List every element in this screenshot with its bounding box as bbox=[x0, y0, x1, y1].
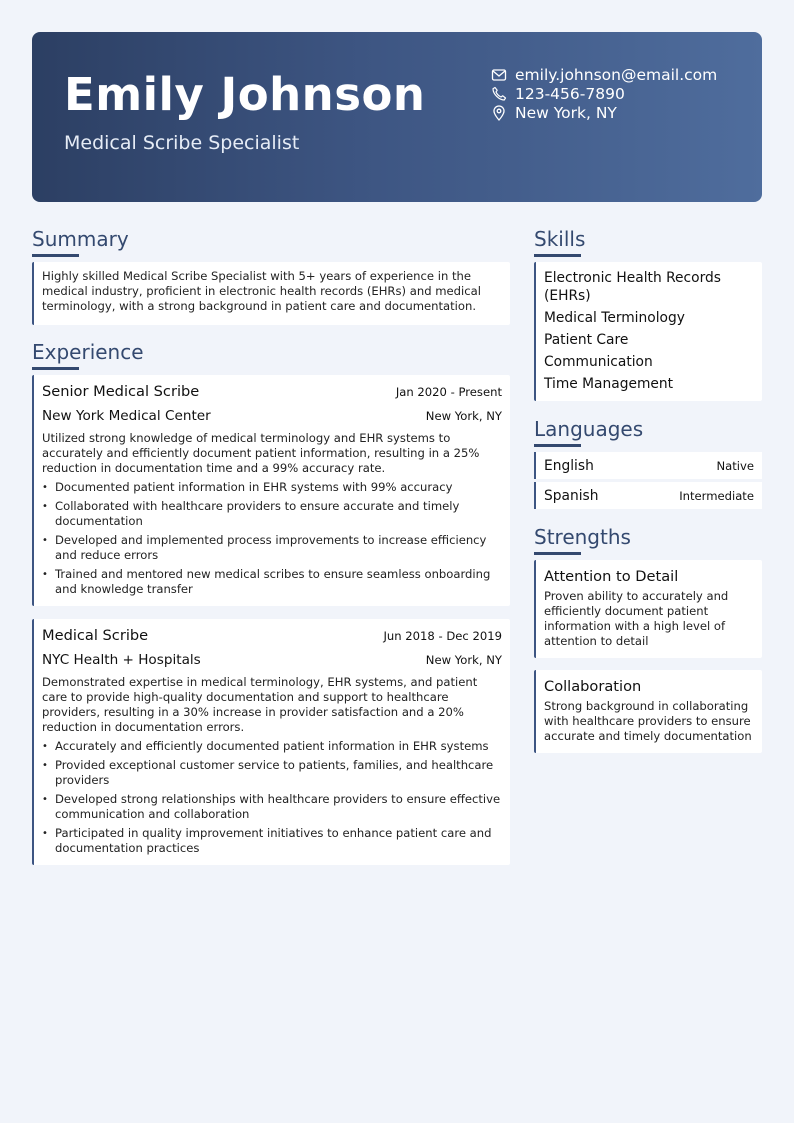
strength-title: Attention to Detail bbox=[544, 568, 679, 585]
list-item: • Provided exceptional customer service to patients, families, and healthcare providers bbox=[42, 758, 502, 788]
sidebar-column bbox=[534, 226, 762, 753]
list-item: • Participated in quality improvement initiatives to enhance patient care and documentation practices bbox=[42, 826, 502, 856]
summary-heading: Summary bbox=[32, 227, 129, 251]
summary-section bbox=[32, 226, 510, 325]
contact-phone[interactable] bbox=[491, 84, 753, 103]
strength-title: Collaboration bbox=[544, 678, 642, 695]
language-name: English bbox=[544, 457, 594, 474]
experience-entry bbox=[32, 619, 510, 865]
list-item: • Developed and implemented process improvements to increase efficiency and reduce errors bbox=[42, 533, 502, 563]
job-dates: Jan 2020 - Present bbox=[395, 385, 502, 399]
job-dates: Jun 2018 - Dec 2019 bbox=[383, 629, 502, 643]
skill-item: Time Management bbox=[544, 376, 674, 392]
job-description: Demonstrated expertise in medical terminology, EHR systems, and patient care to provide high-quality documentation and support to healthcare providers, resulting in a 30% increase in provider satisfaction and a 20% reduction in documentation errors. bbox=[42, 675, 478, 734]
language-level: Intermediate bbox=[679, 488, 754, 503]
main-column bbox=[32, 226, 510, 865]
envelope-icon bbox=[491, 67, 507, 83]
location-text: New York, NY bbox=[515, 103, 617, 122]
job-location: New York, NY bbox=[425, 653, 502, 667]
job-location: New York, NY bbox=[425, 409, 502, 423]
strength-text: Strong background in collaborating with healthcare providers to ensure accurate and timely documentation bbox=[544, 699, 752, 743]
skill-item: Electronic Health Records (EHRs) bbox=[544, 270, 721, 304]
job-bullets bbox=[42, 480, 502, 597]
job-role: Medical Scribe bbox=[42, 627, 149, 644]
list-item: • Developed strong relationships with healthcare providers to ensure effective communication and collaboration bbox=[42, 792, 502, 822]
section-underline bbox=[32, 367, 79, 370]
experience-entry bbox=[32, 375, 510, 606]
section-underline bbox=[534, 552, 581, 555]
experience-heading: Experience bbox=[32, 340, 144, 364]
experience-section bbox=[32, 339, 510, 865]
skill-item: Communication bbox=[544, 354, 653, 370]
strength-text: Proven ability to accurately and efficiently document patient information with a high level of attention to detail bbox=[544, 589, 729, 648]
contact-info bbox=[491, 65, 753, 122]
skill-item: Medical Terminology bbox=[544, 310, 685, 326]
languages-heading: Languages bbox=[534, 417, 644, 441]
job-role: Senior Medical Scribe bbox=[42, 383, 200, 400]
job-company: NYC Health + Hospitals bbox=[42, 652, 201, 668]
summary-text: Highly skilled Medical Scribe Specialist with 5+ years of experience in the medical industry, proficient in electronic health records (EHRs) and medical terminology, with a strong background in patient care and documentation. bbox=[42, 269, 481, 313]
language-name: Spanish bbox=[544, 487, 599, 504]
language-level: Native bbox=[716, 458, 754, 473]
list-item: • Trained and mentored new medical scribes to ensure seamless onboarding and knowledge transfer bbox=[42, 567, 502, 597]
list-item: • Documented patient information in EHR systems with 99% accuracy bbox=[42, 480, 502, 495]
strengths-heading: Strengths bbox=[534, 525, 631, 549]
contact-location bbox=[491, 103, 753, 122]
section-underline bbox=[32, 254, 79, 257]
skills-card bbox=[534, 262, 762, 401]
skill-item: Patient Care bbox=[544, 332, 629, 348]
candidate-name: Emily Johnson bbox=[64, 68, 426, 121]
job-company: New York Medical Center bbox=[42, 408, 211, 424]
job-bullets bbox=[42, 739, 502, 856]
job-description: Utilized strong knowledge of medical terminology and EHR systems to accurately and efficiently document patient information, resulting in a 25% reduction in documentation time and a 99% accuracy rate. bbox=[42, 431, 480, 475]
section-underline bbox=[534, 254, 581, 257]
strengths-section bbox=[534, 524, 762, 753]
strength-card bbox=[534, 560, 762, 658]
language-row bbox=[534, 452, 762, 479]
strength-card bbox=[534, 670, 762, 753]
contact-email[interactable] bbox=[491, 65, 753, 84]
phone-text: 123-456-7890 bbox=[515, 84, 625, 103]
phone-icon bbox=[491, 86, 507, 102]
map-pin-icon bbox=[491, 105, 507, 121]
email-text: emily.johnson@email.com bbox=[515, 65, 718, 84]
list-item: • Collaborated with healthcare providers to ensure accurate and timely documentation bbox=[42, 499, 502, 529]
skills-section bbox=[534, 226, 762, 401]
summary-card bbox=[32, 262, 510, 325]
language-row bbox=[534, 482, 762, 509]
skills-heading: Skills bbox=[534, 227, 586, 251]
section-underline bbox=[534, 444, 581, 447]
list-item: • Accurately and efficiently documented patient information in EHR systems bbox=[42, 739, 502, 754]
languages-section bbox=[534, 416, 762, 509]
resume-header bbox=[32, 32, 762, 202]
job-title: Medical Scribe Specialist bbox=[64, 132, 300, 154]
